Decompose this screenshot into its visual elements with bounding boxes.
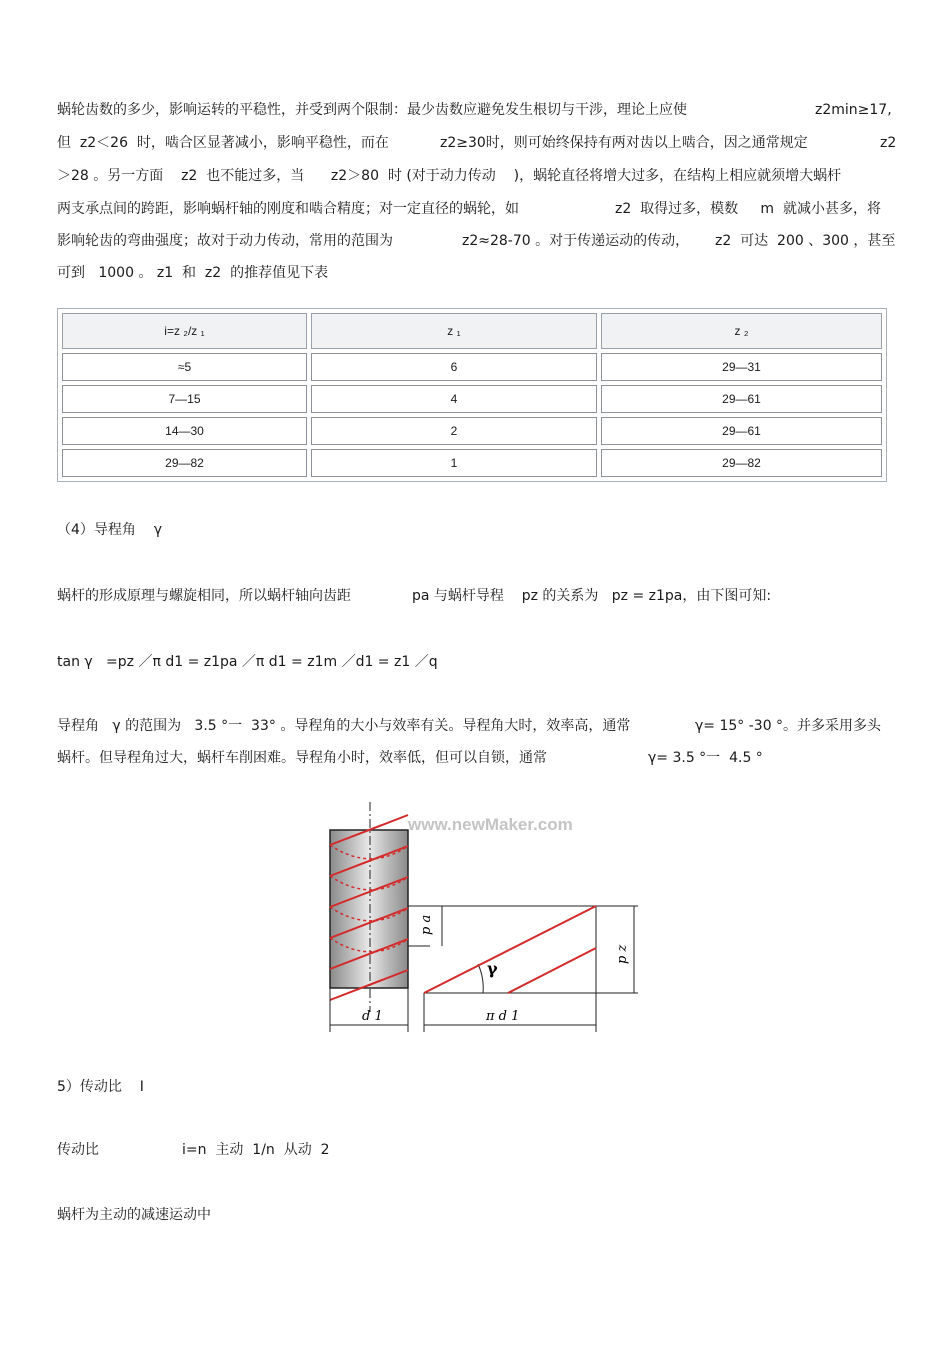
table-cell: 29—31 — [601, 353, 882, 381]
intro-line-3: ＞28 。另一方面 z2 也不能过多，当 z2＞80 时 (对于动力传动 )，蜗轮直径将增大过多，在结构上相应就须增大蜗杆 — [57, 168, 842, 184]
lead-angle-formula: tan γ =pz ／π d1 = z1pa ／π d1 = z1m ／d1 = z1 ／q — [57, 654, 438, 670]
table-row — [62, 385, 882, 413]
intro-line-6: 可到 1000 。 z1 和 z2 的推荐值见下表 — [57, 265, 329, 281]
section-4-para-1-end: pa 与蜗杆导程 pz 的关系为 pz = z1pa，由下图可知: — [412, 588, 772, 604]
section-4-para-1: 蜗杆的形成原理与螺旋相同，所以蜗杆轴向齿距 — [57, 588, 351, 604]
intro-line-2-end: z2 — [880, 135, 897, 151]
label-d1: d 1 — [362, 1009, 383, 1024]
table-cell: 1 — [311, 449, 597, 477]
label-pi-d1: π d 1 — [486, 1009, 520, 1024]
section-4-para-2-end: γ= 15° -30 °。并多采用多头 — [695, 718, 882, 734]
transmission-ratio-formula: i=n 主动 1/n 从动 2 — [182, 1142, 330, 1158]
intro-line-5-mid: z2≈28-70 。对于传递运动的传动， — [462, 233, 690, 249]
section-4-para-3: 蜗杆。但导程角过大，蜗杆车削困难。导程角小时，效率低，但可以自锁，通常 — [57, 750, 547, 766]
intro-line-2: 但 z2＜26 时，啮合区显著减小，影响平稳性，而在 — [57, 135, 389, 151]
table-cell: 29—61 — [601, 385, 882, 413]
table-cell: 29—82 — [62, 449, 307, 477]
table-row — [62, 449, 882, 477]
recommended-values-table — [57, 308, 887, 482]
section-4-para-2: 导程角 γ 的范围为 3.5 °一 33° 。导程角的大小与效率有关。导程角大时，效率高，通常 — [57, 718, 631, 734]
table-cell: 14—30 — [62, 417, 307, 445]
table-row — [62, 417, 882, 445]
section-4-title: （4）导程角 γ — [57, 522, 162, 538]
table-cell: 4 — [311, 385, 597, 413]
worm-lead-diagram — [300, 800, 650, 1040]
transmission-ratio-label: 传动比 — [57, 1142, 99, 1158]
unrolled-helix-lines — [424, 906, 596, 993]
watermark: www.newMaker.com — [408, 815, 573, 834]
table-cell: ≈5 — [62, 353, 307, 381]
intro-line-2-mid: z2≥30时，则可始终保持有两对齿以上啮合，因之通常规定 — [440, 135, 808, 151]
intro-line-1-end: z2min≥17, — [815, 102, 892, 118]
label-pa: p a — [419, 914, 434, 935]
intro-line-1: 蜗轮齿数的多少，影响运转的平稳性，并受到两个限制：最少齿数应避免发生根切与干涉，理论上应使 — [57, 102, 687, 118]
intro-line-4-end: z2 取得过多，模数 m 就减小甚多，将 — [615, 201, 881, 217]
table-header-z1: z ₁ — [311, 313, 597, 349]
table-header-z2: z ₂ — [601, 313, 882, 349]
intro-line-5: 影响轮齿的弯曲强度；故对于动力传动，常用的范围为 — [57, 233, 393, 249]
table-cell: 6 — [311, 353, 597, 381]
intro-line-4: 两支承点间的跨距，影响蜗杆轴的刚度和啮合精度；对一定直径的蜗轮，如 — [57, 201, 519, 217]
table-row — [62, 353, 882, 381]
table-header-ratio: i=z ₂/z ₁ — [62, 313, 307, 349]
table-cell: 7—15 — [62, 385, 307, 413]
section-5-title: 5）传动比 I — [57, 1079, 144, 1095]
table-header-row — [62, 313, 882, 349]
section-4-para-3-end: γ= 3.5 °一 4.5 ° — [648, 750, 763, 766]
table-cell: 2 — [311, 417, 597, 445]
intro-line-5-end: z2 可达 200 、300 ，甚至 — [715, 233, 896, 249]
table-cell: 29—61 — [601, 417, 882, 445]
label-pz: p z — [615, 944, 630, 964]
section-5-note: 蜗杆为主动的减速运动中 — [57, 1207, 211, 1223]
label-gamma: γ — [487, 959, 498, 978]
table-cell: 29—82 — [601, 449, 882, 477]
